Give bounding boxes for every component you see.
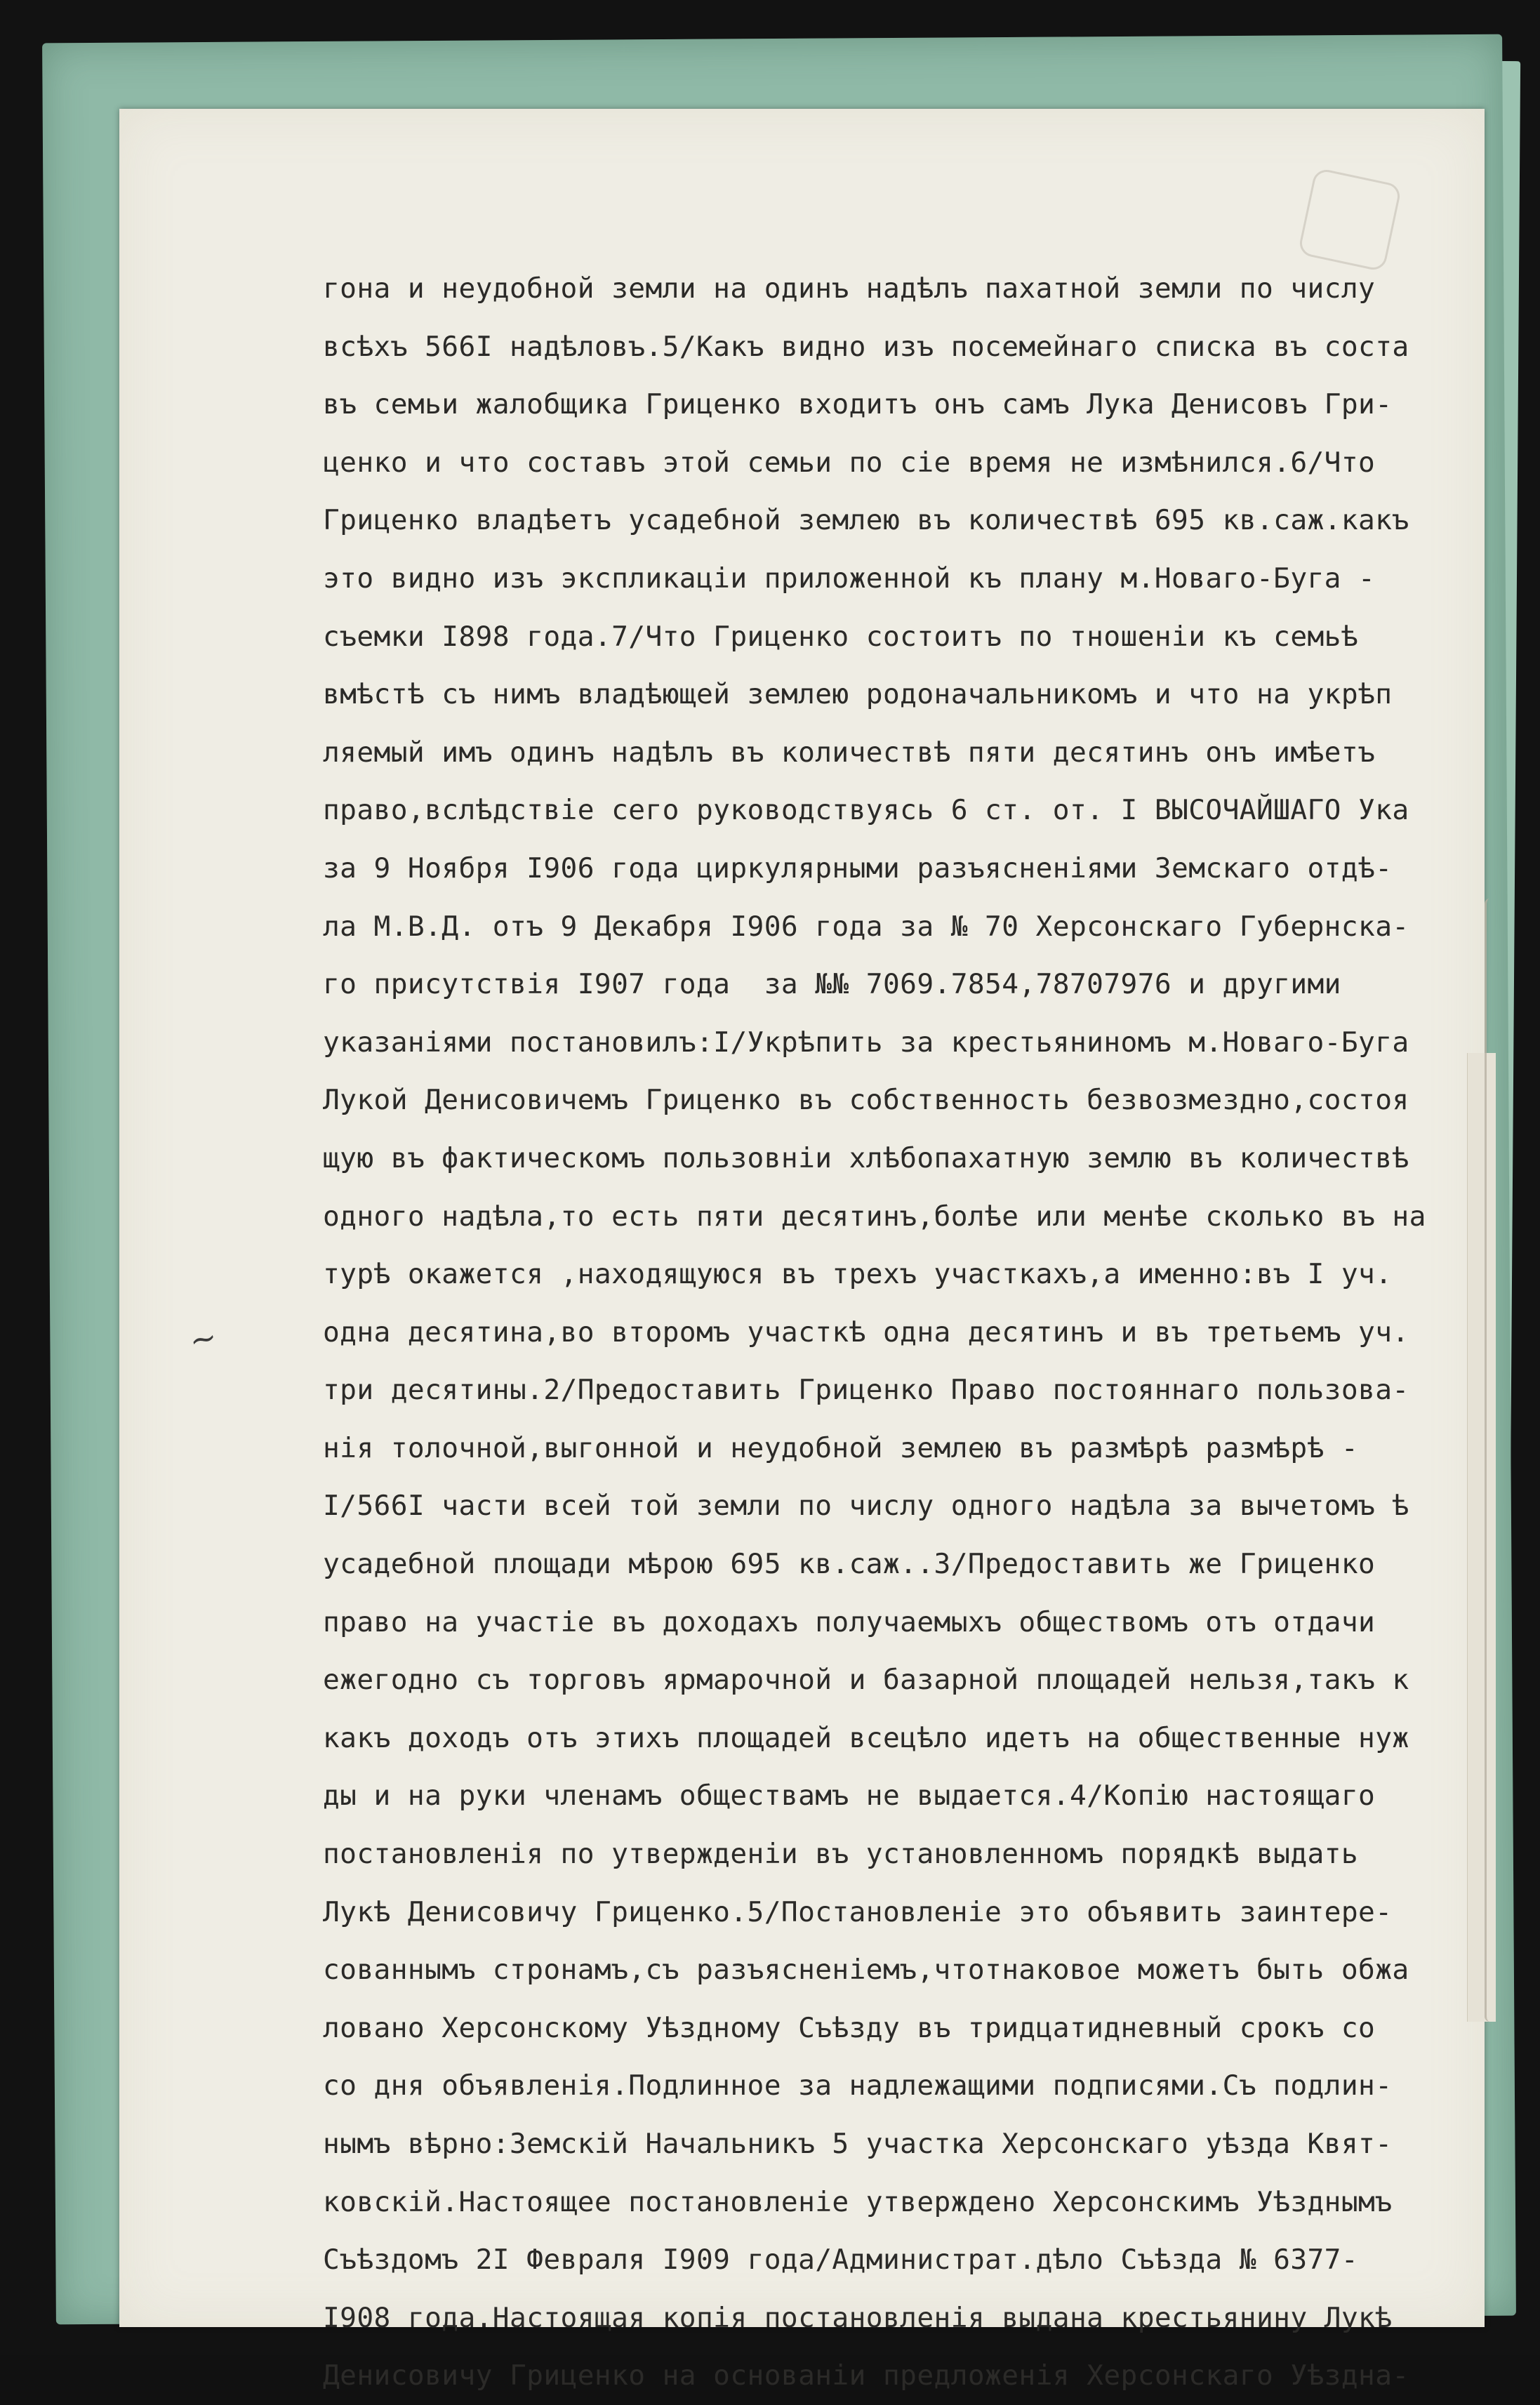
text-line: за 9 Ноября I906 года циркулярными разъясненiями Земскаго отдѣ- — [323, 852, 1393, 885]
text-line: три десятины.2/Предоставить Гриценко Право постояннаго пользова- — [323, 1374, 1409, 1407]
text-line: одного надѣла,то есть пяти десятинъ,болѣе или менѣе сколько въ на — [323, 1200, 1426, 1233]
text-line: нiя толочной,выгонной и неудобной землею въ размѣрѣ размѣрѣ - — [323, 1431, 1359, 1464]
text-line: гона и неудобной земли на одинъ надѣлъ пахатной земли по числу — [323, 272, 1376, 305]
text-line: Съѣздомъ 2I Февраля I909 года/Администрат.дѣло Съѣзда № 6377- — [323, 2244, 1359, 2277]
text-line: съемки I898 года.7/Что Гриценко состоитъ по тношенiи къ семьѣ — [323, 620, 1359, 653]
text-line: Лукѣ Денисовичу Гриценко.5/Постановленiе это объявить заинтере- — [323, 1895, 1393, 1928]
text-line: вмѣстѣ съ нимъ владѣющей землею родоначальникомъ и что на укрѣп — [323, 678, 1393, 711]
binding-string — [1485, 899, 1495, 2022]
text-line: усадебной площади мѣрою 695 кв.саж..3/Предоставить же Гриценко — [323, 1548, 1376, 1581]
text-line: сованнымъ стронамъ,съ разъясненiемъ,чтотнаковое можетъ быть обжа — [323, 1954, 1409, 1987]
text-line: ловано Херсонскому Уѣздному Съѣзду въ тридцатидневный срокъ со — [323, 2011, 1376, 2044]
text-line: ежегодно съ торговъ ярмарочной и базарной площадей нельзя,такъ к — [323, 1664, 1409, 1697]
margin-mark: ~ — [185, 1317, 220, 1360]
text-line: I/566I части всей той земли по числу одного надѣла за вычетомъ ѣ — [323, 1490, 1409, 1523]
typed-text-block — [323, 260, 1446, 2405]
text-line: Денисовичу Гриценко на основанiи предложенiя Херсонскаго Уѣздна- — [323, 2359, 1409, 2392]
text-line: право,вслѣдствiе сего руководствуясь 6 ст. от. I ВЫСОЧАЙШАГО Ука — [323, 794, 1409, 827]
text-line: въ семьи жалобщика Гриценко входитъ онъ самъ Лука Денисовъ Гри- — [323, 388, 1393, 421]
text-line: постановленiя по утвержденiи въ установленномъ порядкѣ выдать — [323, 1838, 1359, 1871]
text-line: Лукой Денисовичемъ Гриценко въ собственность безвозмездно,состоя — [323, 1084, 1409, 1117]
text-line: нымъ вѣрно:Земскiй Начальникъ 5 участка Херсонскаго уѣзда Квят- — [323, 2128, 1393, 2160]
text-line: го присутствiя I907 года за №№ 7069.7854,78707976 и другими — [323, 968, 1341, 1001]
text-line: I908 года.Настоящая копiя постановленiя выдана крестьянину Лукѣ — [323, 2301, 1393, 2334]
text-line: Гриценко владѣетъ усадебной землею въ количествѣ 695 кв.саж.какъ — [323, 504, 1409, 537]
text-line: ды и на руки членамъ обществамъ не выдается.4/Копiю настоящаго — [323, 1780, 1376, 1813]
text-line: одна десятина,во второмъ участкѣ одна десятинъ и въ третьемъ уч. — [323, 1316, 1409, 1349]
text-line: это видно изъ экспликацiи приложенной къ плану м.Новаго-Буга - — [323, 562, 1376, 595]
text-line: щую въ фактическомъ пользовнiи хлѣбопахатную землю въ количествѣ — [323, 1141, 1409, 1174]
text-line: право на участiе въ доходахъ получаемыхъ обществомъ отъ отдачи — [323, 1605, 1376, 1638]
text-line: турѣ окажется ,находящуюся въ трехъ участкахъ,а именно:въ I уч. — [323, 1258, 1393, 1291]
text-line: всѣхъ 566I надѣловъ.5/Какъ видно изъ посемейнаго списка въ соста — [323, 330, 1409, 363]
text-line: ценко и что составъ этой семьи по сiе время не измѣнился.6/Что — [323, 446, 1376, 479]
text-line: какъ доходъ отъ этихъ площадей всецѣло идетъ на общественные нуж — [323, 1721, 1409, 1754]
text-line: со дня объявленiя.Подлинное за надлежащими подписями.Съ подлин- — [323, 2069, 1393, 2102]
text-line: указанiями постановилъ:I/Укрѣпить за крестьяниномъ м.Новаго-Буга — [323, 1026, 1409, 1059]
faint-stamp — [1297, 167, 1402, 272]
text-line: ковскiй.Настоящее постановленiе утверждено Херсонскимъ Уѣзднымъ — [323, 2185, 1393, 2218]
text-line: ла М.В.Д. отъ 9 Декабря I906 года за № 70 Херсонскаго Губернска- — [323, 910, 1409, 943]
text-line: ляемый имъ одинъ надѣлъ въ количествѣ пяти десятинъ онъ имѣетъ — [323, 736, 1376, 769]
